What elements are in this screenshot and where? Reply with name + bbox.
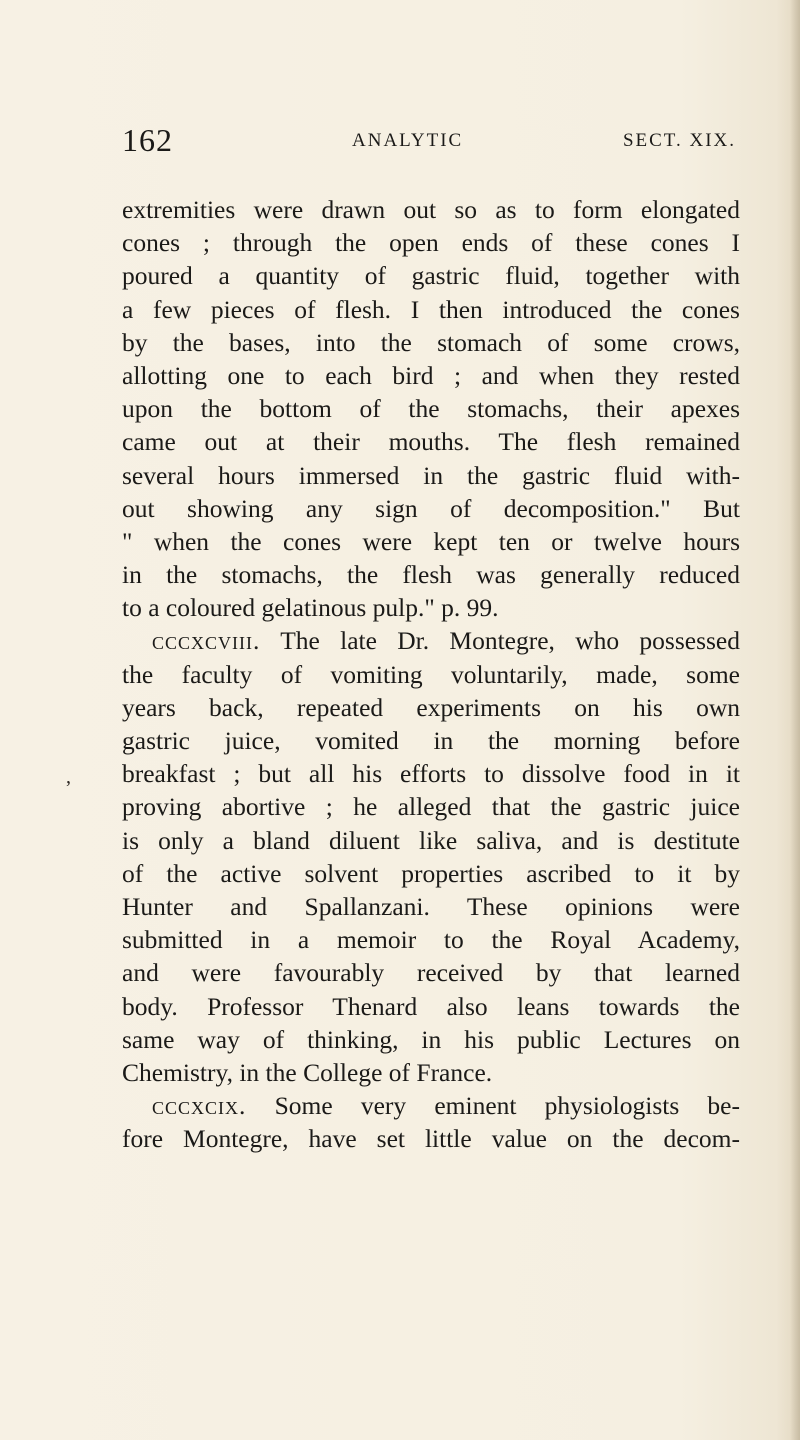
page-number: 162 — [122, 122, 173, 158]
text-line: extremities were drawn out so as to form elongated — [122, 195, 740, 224]
text-line: proving abortive ; he alleged that the gastric juice — [122, 792, 740, 822]
text-line: a few pieces of flesh. I then introduced the cones — [122, 294, 740, 324]
text-line: allotting one to each bird ; and when they rested — [122, 360, 740, 390]
text-line: poured a quantity of gastric fluid, together with — [122, 261, 740, 291]
text-run: Some very eminent physiologists be- — [274, 1091, 740, 1121]
margin-mark: , — [66, 766, 71, 788]
text-line: years back, repeated experiments on his own — [122, 692, 740, 722]
paragraph-2 — [122, 624, 740, 1089]
text-line: upon the bottom of the stomachs, their apexes — [122, 394, 740, 424]
text-line: " when the cones were kept ten or twelve hours — [122, 526, 740, 556]
text-line: is only a bland diluent like saliva, and is destitute — [122, 825, 740, 855]
paragraph-3 — [122, 1089, 740, 1155]
text-line: breakfast ; but all his efforts to dissolve food in it — [122, 759, 740, 789]
text-line: Hunter and Spallanzani. These opinions were — [122, 891, 740, 921]
text-line: to a coloured gelatinous pulp." p. 99. — [122, 593, 499, 623]
page-edge-shadow — [790, 0, 800, 1440]
paragraph-1 — [122, 193, 740, 624]
text-line: came out at their mouths. The flesh remained — [122, 427, 740, 457]
section-numeral: cccxcix. — [152, 1091, 247, 1121]
text-line: same way of thinking, in his public Lectures on — [122, 1024, 740, 1054]
text-line: cones ; through the open ends of these cones I — [122, 228, 740, 258]
paragraph-first-line — [122, 624, 740, 657]
text-line: several hours immersed in the gastric fluid with- — [122, 460, 740, 490]
text-line: Chemistry, in the College of France. — [122, 1057, 493, 1087]
text-line: fore Montegre, have set little value on the decom- — [122, 1124, 740, 1154]
text-line: gastric juice, vomited in the morning before — [122, 726, 740, 755]
text-line: and were favourably received by that learned — [122, 958, 740, 988]
running-title: ANALYTIC — [352, 130, 464, 151]
text-line: by the bases, into the stomach of some crows, — [122, 327, 740, 357]
section-numeral: cccxcviii. — [152, 626, 261, 656]
text-line: out showing any sign of decomposition." But — [122, 493, 740, 523]
paragraph-first-line — [122, 1089, 740, 1122]
text-run: The late Dr. Montegre, who possessed — [280, 626, 740, 656]
text-line: body. Professor Thenard also leans towards the — [122, 991, 740, 1021]
body-text — [122, 193, 740, 1155]
text-line: in the stomachs, the flesh was generally reduced — [122, 560, 740, 590]
text-line: of the active solvent properties ascribed to it by — [122, 858, 740, 888]
running-head — [122, 122, 740, 162]
text-line: submitted in a memoir to the Royal Academy, — [122, 925, 740, 955]
section-label: SECT. XIX. — [622, 130, 736, 151]
text-line: the faculty of vomiting voluntarily, made, some — [122, 659, 740, 689]
